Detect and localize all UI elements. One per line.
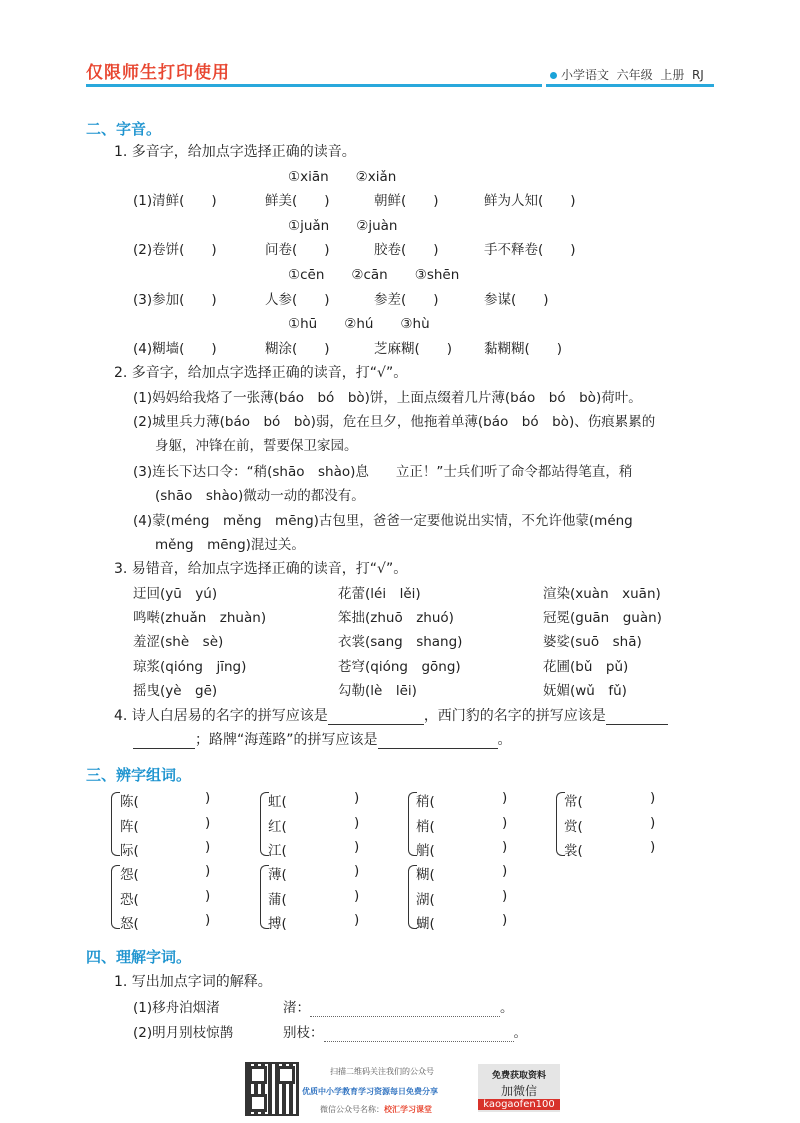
definition-row bbox=[283, 996, 514, 1017]
paren-close: ) bbox=[502, 839, 508, 855]
q4-text: 4. 诗人白居易的名字的拼写应该是 bbox=[114, 708, 328, 724]
paren-close: ) bbox=[354, 863, 360, 879]
char-item: 陈( bbox=[120, 794, 139, 810]
paren-close: ) bbox=[502, 790, 508, 806]
paren-close: ) bbox=[502, 912, 508, 928]
paren-close: ) bbox=[502, 888, 508, 904]
item: 胶卷( ) bbox=[374, 242, 439, 258]
paren-close: ) bbox=[354, 912, 360, 928]
paren-close: ) bbox=[354, 839, 360, 855]
item: 黏糊糊( ) bbox=[484, 341, 563, 357]
section-title: 二、字音。 bbox=[86, 120, 162, 138]
char-item: 梢( bbox=[416, 819, 435, 835]
char-item: 艄( bbox=[416, 843, 435, 859]
item: 朝鲜( ) bbox=[374, 193, 439, 209]
options: ①xiān ②xiǎn bbox=[288, 169, 397, 185]
question-title: 1. 多音字，给加点字选择正确的读音。 bbox=[114, 144, 356, 160]
char-item: 怨( bbox=[120, 867, 139, 883]
grade: 六年级 bbox=[616, 68, 653, 82]
word-item: 衣裳(sang shang) bbox=[338, 634, 463, 650]
word-item: 羞涩(shè sè) bbox=[133, 634, 224, 650]
char-item: 恐( bbox=[120, 892, 139, 908]
share-text: 优质中小学教育学习资源每日免费分享 bbox=[302, 1087, 438, 1096]
options: ①juǎn ②juàn bbox=[288, 218, 398, 234]
item: 参谋( ) bbox=[484, 292, 549, 308]
paren-close: ) bbox=[205, 912, 211, 928]
item: (1)清鲜( ) bbox=[133, 193, 217, 209]
question-4-line2 bbox=[133, 729, 512, 749]
paren-close: ) bbox=[354, 815, 360, 831]
char-item: 怒( bbox=[120, 916, 139, 932]
char-item: 红( bbox=[268, 819, 287, 835]
sentence: (shāo shào)微动一动的都没有。 bbox=[155, 488, 365, 504]
item: 鲜为人知( ) bbox=[484, 193, 576, 209]
char-item: 虹( bbox=[268, 794, 287, 810]
wechat-name: 校汇学习课堂 bbox=[384, 1105, 432, 1114]
question-4-line1 bbox=[114, 705, 668, 725]
paren-close: ) bbox=[205, 815, 211, 831]
char-item: 蒲( bbox=[268, 892, 287, 908]
word-item: 妩媚(wǔ fǔ) bbox=[543, 683, 627, 699]
item: (3)参加( ) bbox=[133, 292, 217, 308]
answer-blank[interactable] bbox=[606, 708, 668, 725]
answer-blank[interactable] bbox=[133, 732, 195, 749]
char-item: 裳( bbox=[564, 843, 583, 859]
item: 参差( ) bbox=[374, 292, 439, 308]
char-item: 薄( bbox=[268, 867, 287, 883]
volume: 上册 bbox=[660, 68, 685, 82]
word-item: 鸣啭(zhuǎn zhuàn) bbox=[133, 610, 267, 626]
definition-label: 渚： bbox=[283, 1000, 310, 1016]
paren-close: ) bbox=[205, 888, 211, 904]
wechat-id: kaogaofen100 bbox=[478, 1099, 560, 1110]
section-title: 四、理解字词。 bbox=[86, 948, 192, 966]
options: ①cēn ②cān ③shēn bbox=[288, 267, 460, 283]
item: 人参( ) bbox=[265, 292, 330, 308]
paren-close: ) bbox=[205, 790, 211, 806]
char-item: 赏( bbox=[564, 819, 583, 835]
sentence: (4)蒙(méng měng mēng)古包里，爸爸一定要他说出实情，不允许他蒙(méng bbox=[133, 513, 633, 529]
book-info bbox=[550, 66, 704, 83]
phrase: (2)明月别枝惊鹊 bbox=[133, 1025, 234, 1041]
period: 。 bbox=[500, 1000, 514, 1016]
answer-blank[interactable] bbox=[328, 708, 424, 725]
word-item: 苍穹(qióng gōng) bbox=[338, 659, 461, 675]
item: (4)糊墙( ) bbox=[133, 341, 217, 357]
answer-blank[interactable] bbox=[378, 732, 498, 749]
header-line-right bbox=[546, 84, 714, 87]
q4-text: ；路牌“海莲路”的拼写应该是 bbox=[195, 732, 378, 748]
bullet-icon bbox=[550, 72, 557, 79]
char-item: 阵( bbox=[120, 819, 139, 835]
word-item: 笨拙(zhuō zhuó) bbox=[338, 610, 454, 626]
definition-label: 别枝： bbox=[283, 1025, 324, 1041]
sentence: (3)连长下达口令：“稍(shāo shào)息 立正！”士兵们听了命令都站得笔直，稍 bbox=[133, 464, 633, 480]
wechat-line bbox=[320, 1104, 432, 1115]
paren-close: ) bbox=[205, 863, 211, 879]
print-notice: 仅限师生打印使用 bbox=[86, 63, 230, 83]
question-title: 2. 多音字，给加点字选择正确的读音，打“√”。 bbox=[114, 365, 408, 381]
add-wechat: 加微信 bbox=[500, 1084, 537, 1098]
word-item: 琼浆(qióng jīng) bbox=[133, 659, 247, 675]
sentence: 身躯，冲锋在前，誓要保卫家园。 bbox=[155, 438, 358, 454]
contact-box bbox=[478, 1064, 560, 1112]
paren-close: ) bbox=[354, 888, 360, 904]
char-item: 湖( bbox=[416, 892, 435, 908]
char-item: 糊( bbox=[416, 867, 435, 883]
paren-close: ) bbox=[502, 863, 508, 879]
sentence: (2)城里兵力薄(báo bó bò)弱，危在旦夕，他拖着单薄(báo bó bò)、伤痕累累的 bbox=[133, 414, 656, 430]
word-item: 冠冕(guān guàn) bbox=[543, 610, 662, 626]
brace-icon bbox=[111, 865, 120, 929]
word-item: 花圃(bǔ pǔ) bbox=[543, 659, 629, 675]
char-item: 际( bbox=[120, 843, 139, 859]
word-item: 渲染(xuàn xuān) bbox=[543, 586, 661, 602]
edition: RJ bbox=[691, 68, 704, 82]
scan-text: 扫描二维码关注我们的公众号 bbox=[330, 1067, 434, 1076]
paren-close: ) bbox=[205, 839, 211, 855]
brace-icon bbox=[111, 792, 120, 856]
q4-text: ，西门豹的名字的拼写应该是 bbox=[423, 708, 606, 724]
word-item: 摇曳(yè gē) bbox=[133, 683, 218, 699]
phrase: (1)移舟泊烟渚 bbox=[133, 1000, 220, 1016]
period: 。 bbox=[513, 1025, 527, 1041]
paren-close: ) bbox=[502, 815, 508, 831]
section-title: 三、辨字组词。 bbox=[86, 766, 192, 784]
sentence: (1)妈妈给我烙了一张薄(báo bó bò)饼，上面点缀着几片薄(báo bó bò)荷叶。 bbox=[133, 390, 642, 406]
item: 问卷( ) bbox=[265, 242, 330, 258]
subject: 小学语文 bbox=[561, 68, 610, 82]
answer-blank[interactable] bbox=[324, 1025, 514, 1042]
char-item: 稍( bbox=[416, 794, 435, 810]
definition-row bbox=[283, 1021, 527, 1042]
sentence: měng mēng)混过关。 bbox=[155, 537, 305, 553]
paren-close: ) bbox=[650, 815, 656, 831]
answer-blank[interactable] bbox=[310, 1000, 500, 1017]
question-title: 1. 写出加点字词的解释。 bbox=[114, 974, 272, 990]
qr-code-icon bbox=[245, 1062, 299, 1116]
item: 手不释卷( ) bbox=[484, 242, 576, 258]
header-line-left bbox=[86, 84, 542, 87]
item: 糊涂( ) bbox=[265, 341, 330, 357]
paren-close: ) bbox=[354, 790, 360, 806]
wechat-label: 微信公众号名称： bbox=[320, 1105, 384, 1114]
char-item: 常( bbox=[564, 794, 583, 810]
word-item: 婆娑(suō shā) bbox=[543, 634, 642, 650]
char-item: 蝴( bbox=[416, 916, 435, 932]
item: 鲜美( ) bbox=[265, 193, 330, 209]
paren-close: ) bbox=[650, 790, 656, 806]
q4-text: 。 bbox=[497, 732, 512, 748]
options: ①hū ②hú ③hù bbox=[288, 316, 430, 332]
paren-close: ) bbox=[650, 839, 656, 855]
item: (2)卷饼( ) bbox=[133, 242, 217, 258]
question-title: 3. 易错音，给加点字选择正确的读音，打“√”。 bbox=[114, 561, 408, 577]
char-item: 搏( bbox=[268, 916, 287, 932]
free-text: 免费获取资料 bbox=[491, 1071, 546, 1081]
item: 芝麻糊( ) bbox=[374, 341, 453, 357]
char-item: 江( bbox=[268, 843, 287, 859]
word-item: 花蕾(léi lěi) bbox=[338, 586, 421, 602]
word-item: 迂回(yū yú) bbox=[133, 586, 218, 602]
word-item: 勾勒(lè lēi) bbox=[338, 683, 417, 699]
